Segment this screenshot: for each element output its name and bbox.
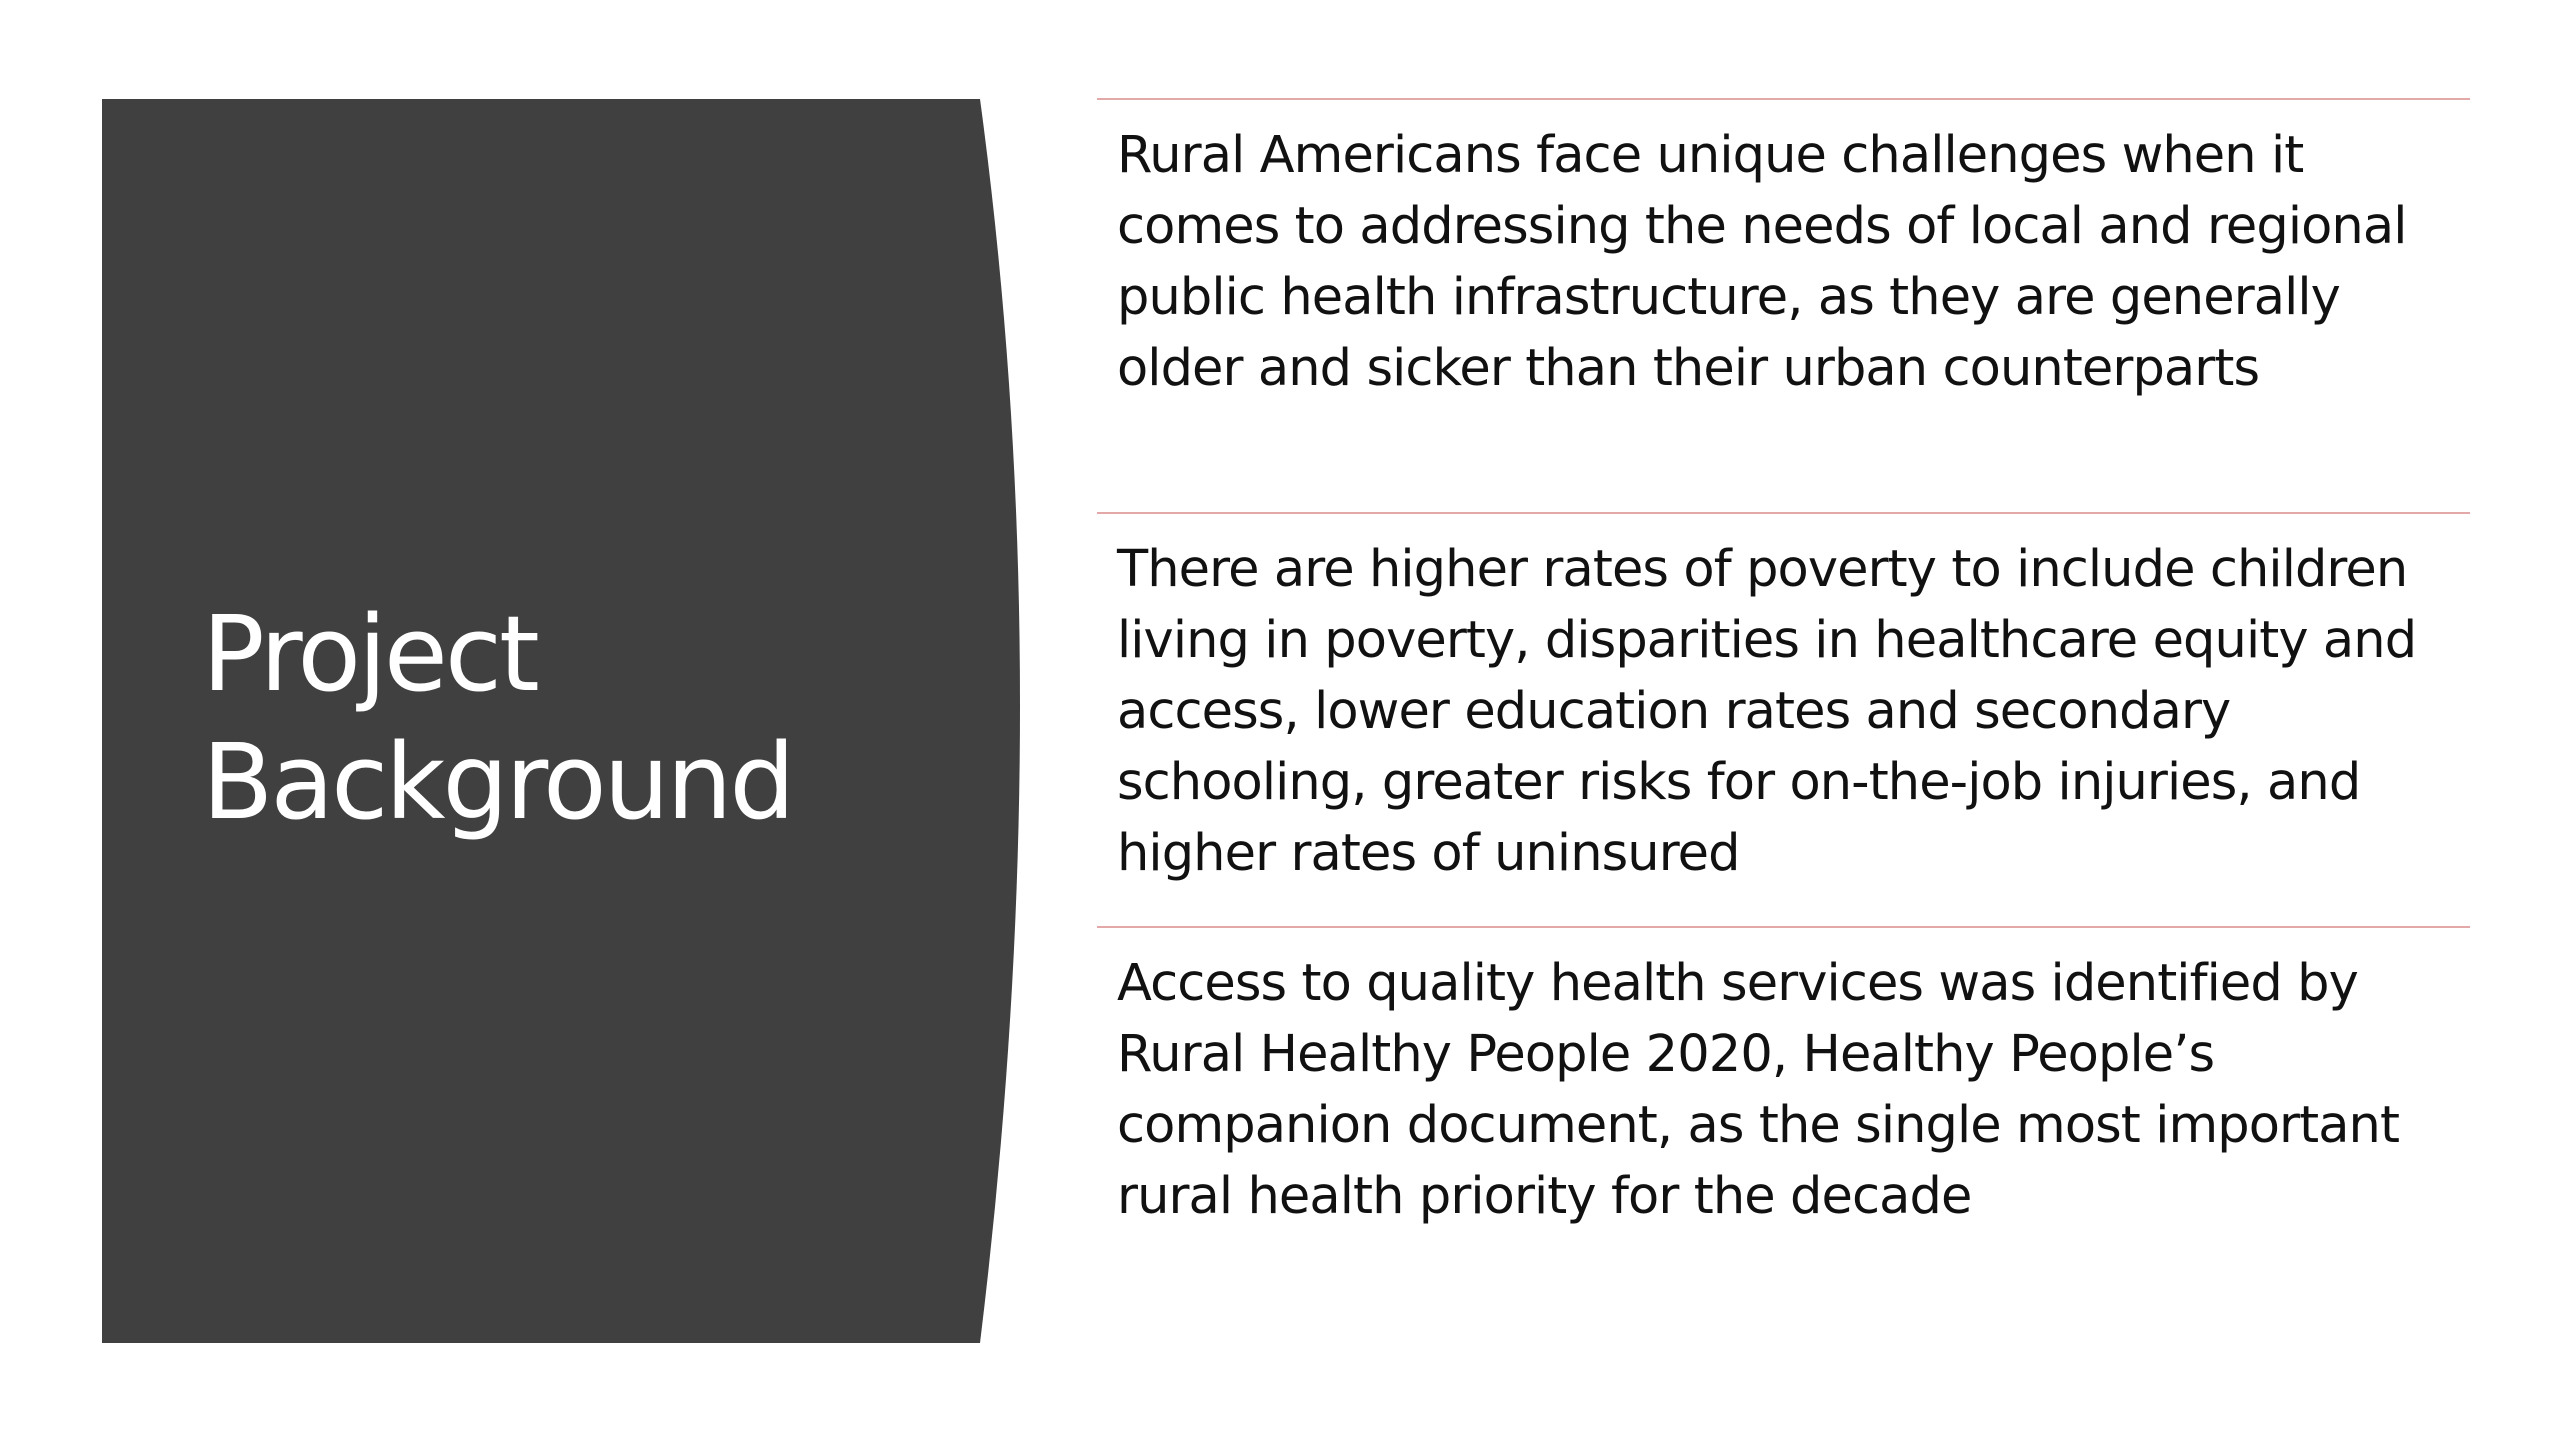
bullet-item — [1097, 926, 2470, 1340]
bullet-item — [1097, 98, 2470, 512]
slide-title: Project Background — [202, 593, 793, 843]
bullet-text: Access to quality health services was identified by Rural Healthy People 2020, Healthy People’s companion document, as the single most important rural health priority for the decade — [1117, 954, 2400, 1226]
bullet-text: Rural Americans face unique challenges when it comes to addressing the needs of local and regional public health infrastructure, as they are generally older and sicker than their urban counterparts — [1117, 126, 2407, 398]
bullet-text: There are higher rates of poverty to include children living in poverty, disparities in healthcare equity and access, lower education rates and secondary schooling, greater risks for on-the-job injuries, and higher rates of uninsured — [1117, 540, 2417, 883]
bullet-item — [1097, 512, 2470, 926]
bullet-list — [1097, 98, 2470, 1340]
